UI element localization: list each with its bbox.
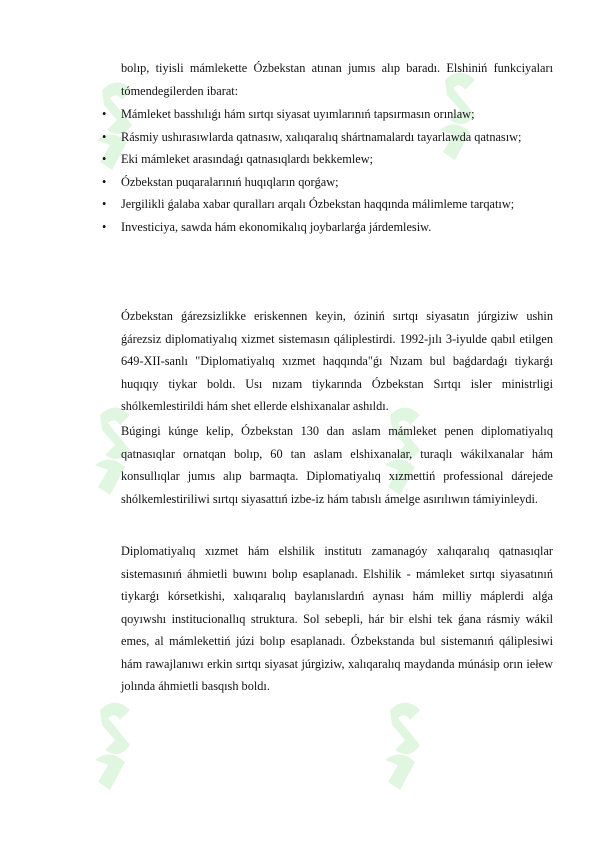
intro-paragraph: bolıp, tiyisli mámlekette Ózbekstan atınan jumıs alıp baradı. Elshiniń funkciyaları tómendegilerden ibarat:	[121, 61, 553, 98]
body-paragraph: Búgingi kúnge kelip, Ózbekstan 130 dan aslam mámleket penen diplomatiyalıq qatnasıqlar ornatqan bolıp, 60 tan aslam elshixanalar, turaqlı wákilxanalar hám konsullıqlar jumıs alıp barmaqta. Diplomatiyalıq xızmettiń professional dárejede shólkemlestiriliwi sırtqı siyasattıń izbe-iz hám tabıslı ámelge asırılıwın támiyinleydi.	[121, 424, 553, 506]
list-item-text: Jergilikli ǵalaba xabar quralları arqalı Ózbekstan haqqında málimleme tarqatıw;	[121, 197, 515, 211]
list-item-text: Mámleket basshılıǵı hám sırtqı siyasat uyımlarınıń tapsırmasın orınlaw;	[121, 107, 475, 121]
bullet-icon: •	[102, 129, 107, 144]
list-item	[102, 171, 553, 194]
bullet-icon: •	[102, 107, 107, 121]
bullet-icon: •	[102, 174, 107, 189]
list-item	[102, 103, 553, 126]
body-paragraph: Diplomatiyalıq xızmet hám elshilik institutı zamanagóy xalıqaralıq qatnasıqlar sistemasınıń áhmietli buwını bolıp esaplanadı. Elshilik - mámleket sırtqı siyasatınıń tiykarǵı kórsetkishi, xalıqaralıq baylanıslardıń aynası hám milliy máplerdi alǵa qoyıwshı institucionallıq struktura. Sol sebepli, hár bir elshi tek ǵana rásmiy wákil emes, al mámlekettiń júzi bolıp esaplanadı. Ózbekstanda bul sistemanıń qáliplesiwi hám rawajlanıwı erkin sırtqı siyasat júrgiziw, xalıqaralıq maydanda múnásip orın iełew jolında áhmietli basqısh boldı.	[121, 544, 553, 693]
list-item	[102, 193, 553, 216]
list-item	[102, 148, 553, 171]
bullet-icon: •	[102, 152, 107, 166]
list-item-text: Rásmiy ushırasıwlarda qatnasıw, xalıqaralıq shártnamalardı tayarlawda qatnasıw;	[121, 129, 522, 144]
list-item-text: Ózbekstan puqaralarınıń huqıqların qorǵaw;	[121, 174, 339, 189]
list-item-text: Eki mámleket arasındaǵı qatnasıqlardı bekkemlew;	[121, 152, 374, 166]
list-item	[102, 126, 553, 149]
bullet-list	[102, 103, 553, 238]
bullet-icon: •	[102, 219, 107, 234]
list-item-text: Investiciya, sawda hám ekonomikalıq joybarlarǵa járdemlesiw.	[121, 219, 432, 234]
body-paragraph: Ózbekstan ǵárezsizlikke eriskennen keyin, óziniń sırtqı siyasatın júrgiziw ushin ǵárezsiz diplomatiyalıq xizmet sistemasın qáliplestirdi. 1992-jılı 3-iyulde qabıl etilgen 649-XII-sanlı "Diplomatiyalıq xızmet haqqında"ǵı Nızam bul baǵdardaǵı tiykarǵı huqıqıy tiykar boldı. Usı nızam tiykarında Ózbekstan Sırtqı isler ministrligi shólkemlestirildi hám shet ellerde elshixanalar ashıldı.	[121, 309, 553, 413]
bullet-icon: •	[102, 197, 107, 211]
list-item	[102, 216, 553, 239]
